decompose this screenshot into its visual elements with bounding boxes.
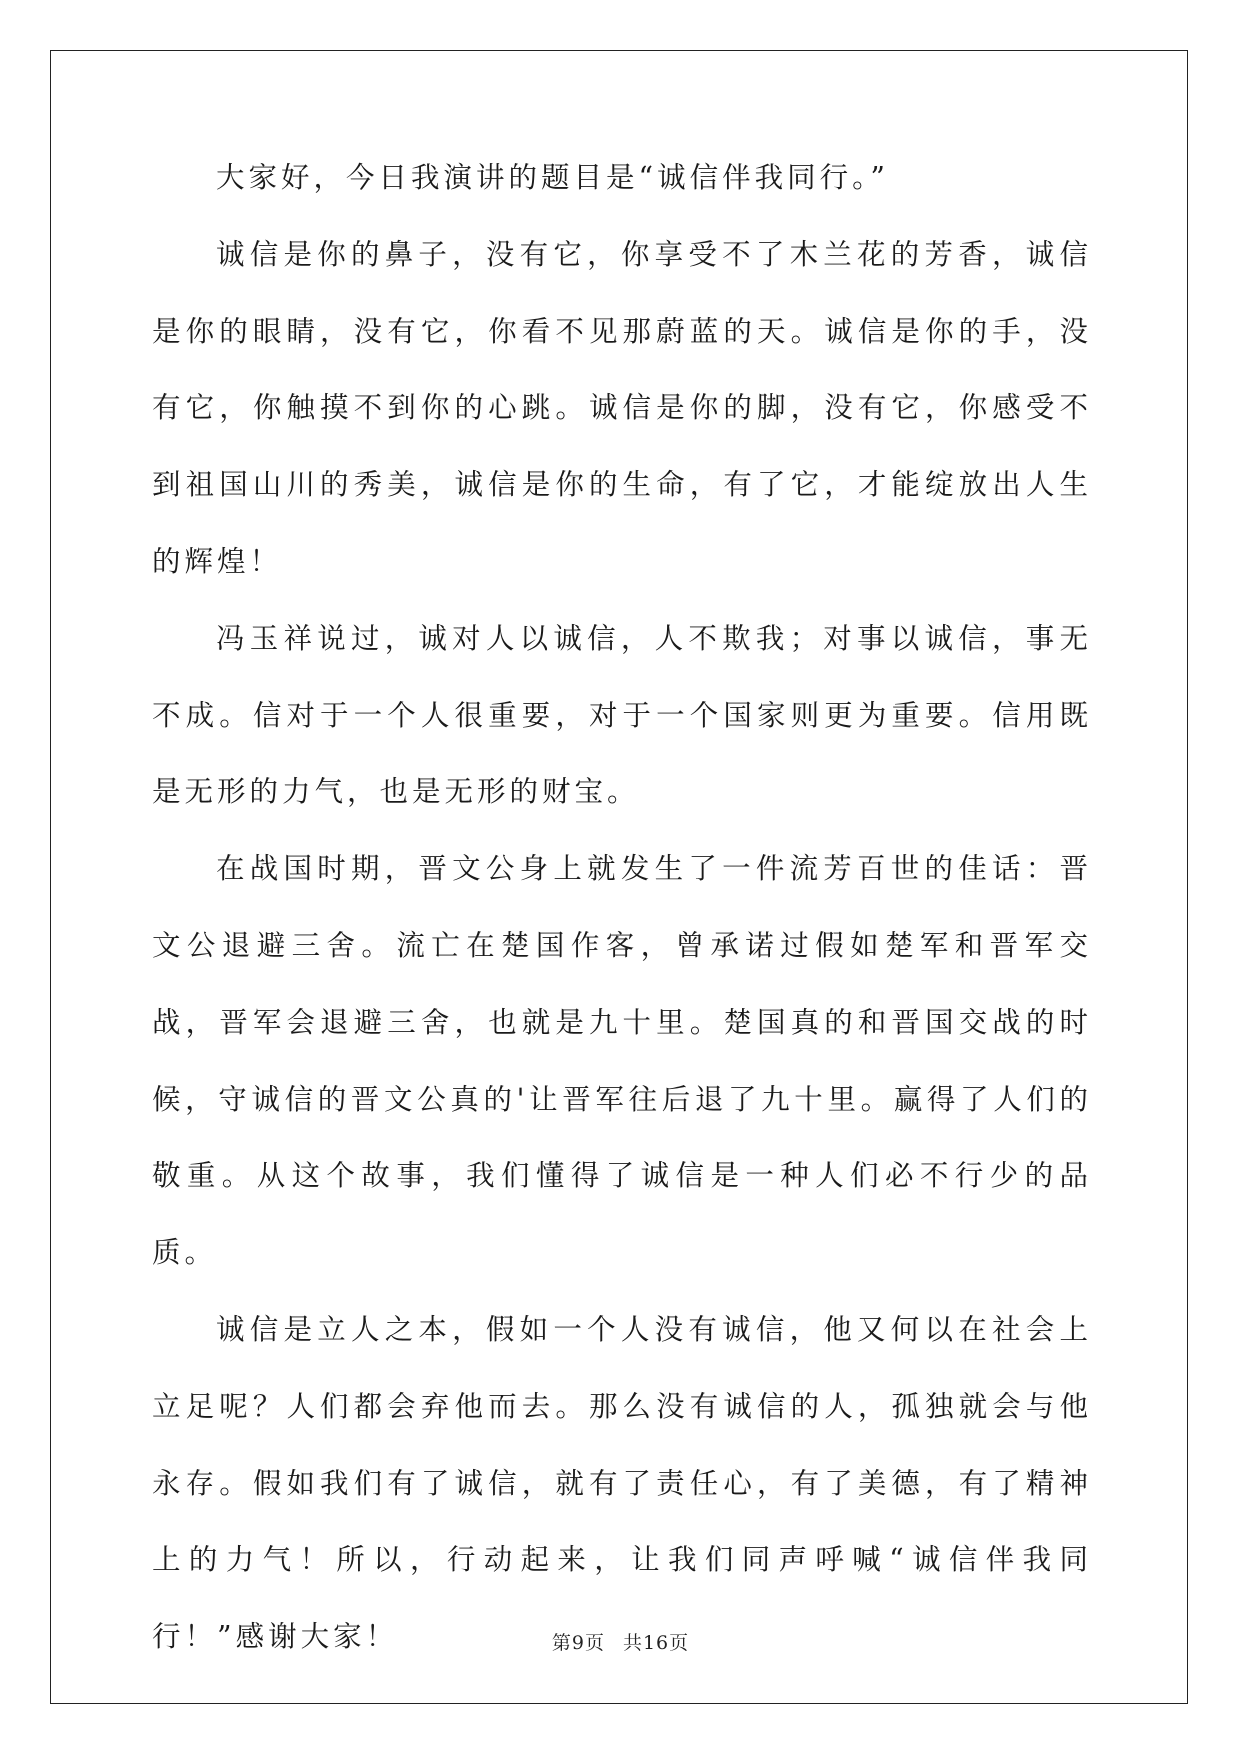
document-body bbox=[152, 161, 1092, 1676]
paragraph-3: 冯玉祥说过，诚对人以诚信，人不欺我；对事以诚信，事无不成。信对于一个人很重要，对于一个国家则更为重要。信用既是无形的力气，也是无形的财宝。 bbox=[152, 621, 1092, 809]
paragraph-2: 诚信是你的鼻子，没有它，你享受不了木兰花的芳香，诚信是你的眼睛，没有它，你看不见那蔚蓝的天。诚信是你的手，没有它，你触摸不到你的心跳。诚信是你的脚，没有它，你感受不到祖国山川的秀美，诚信是你的生命，有了它，才能绽放出人生的辉煌！ bbox=[152, 237, 1092, 578]
page-total: 共16页 bbox=[622, 1632, 690, 1654]
page-footer bbox=[0, 1628, 1241, 1655]
page-number: 第9页 bbox=[551, 1632, 605, 1654]
paragraph-4: 在战国时期，晋文公身上就发生了一件流芳百世的佳话：晋文公退避三舍。流亡在楚国作客，曾承诺过假如楚军和晋军交战，晋军会退避三舍，也就是九十里。楚国真的和晋国交战的时候，守诚信的晋文公真的'让晋军往后退了九十里。赢得了人们的敬重。从这个故事，我们懂得了诚信是一种人们必不行少的品质。 bbox=[152, 852, 1092, 1270]
paragraph-1: 大家好，今日我演讲的题目是“诚信伴我同行。” bbox=[216, 161, 889, 194]
paragraph-5: 诚信是立人之本，假如一个人没有诚信，他又何以在社会上立足呢？人们都会弃他而去。那么没有诚信的人，孤独就会与他永存。假如我们有了诚信，就有了责任心，有了美德，有了精神上的力气！所以，行动起来，让我们同声呼喊“诚信伴我同行！”感谢大家！ bbox=[152, 1312, 1092, 1654]
